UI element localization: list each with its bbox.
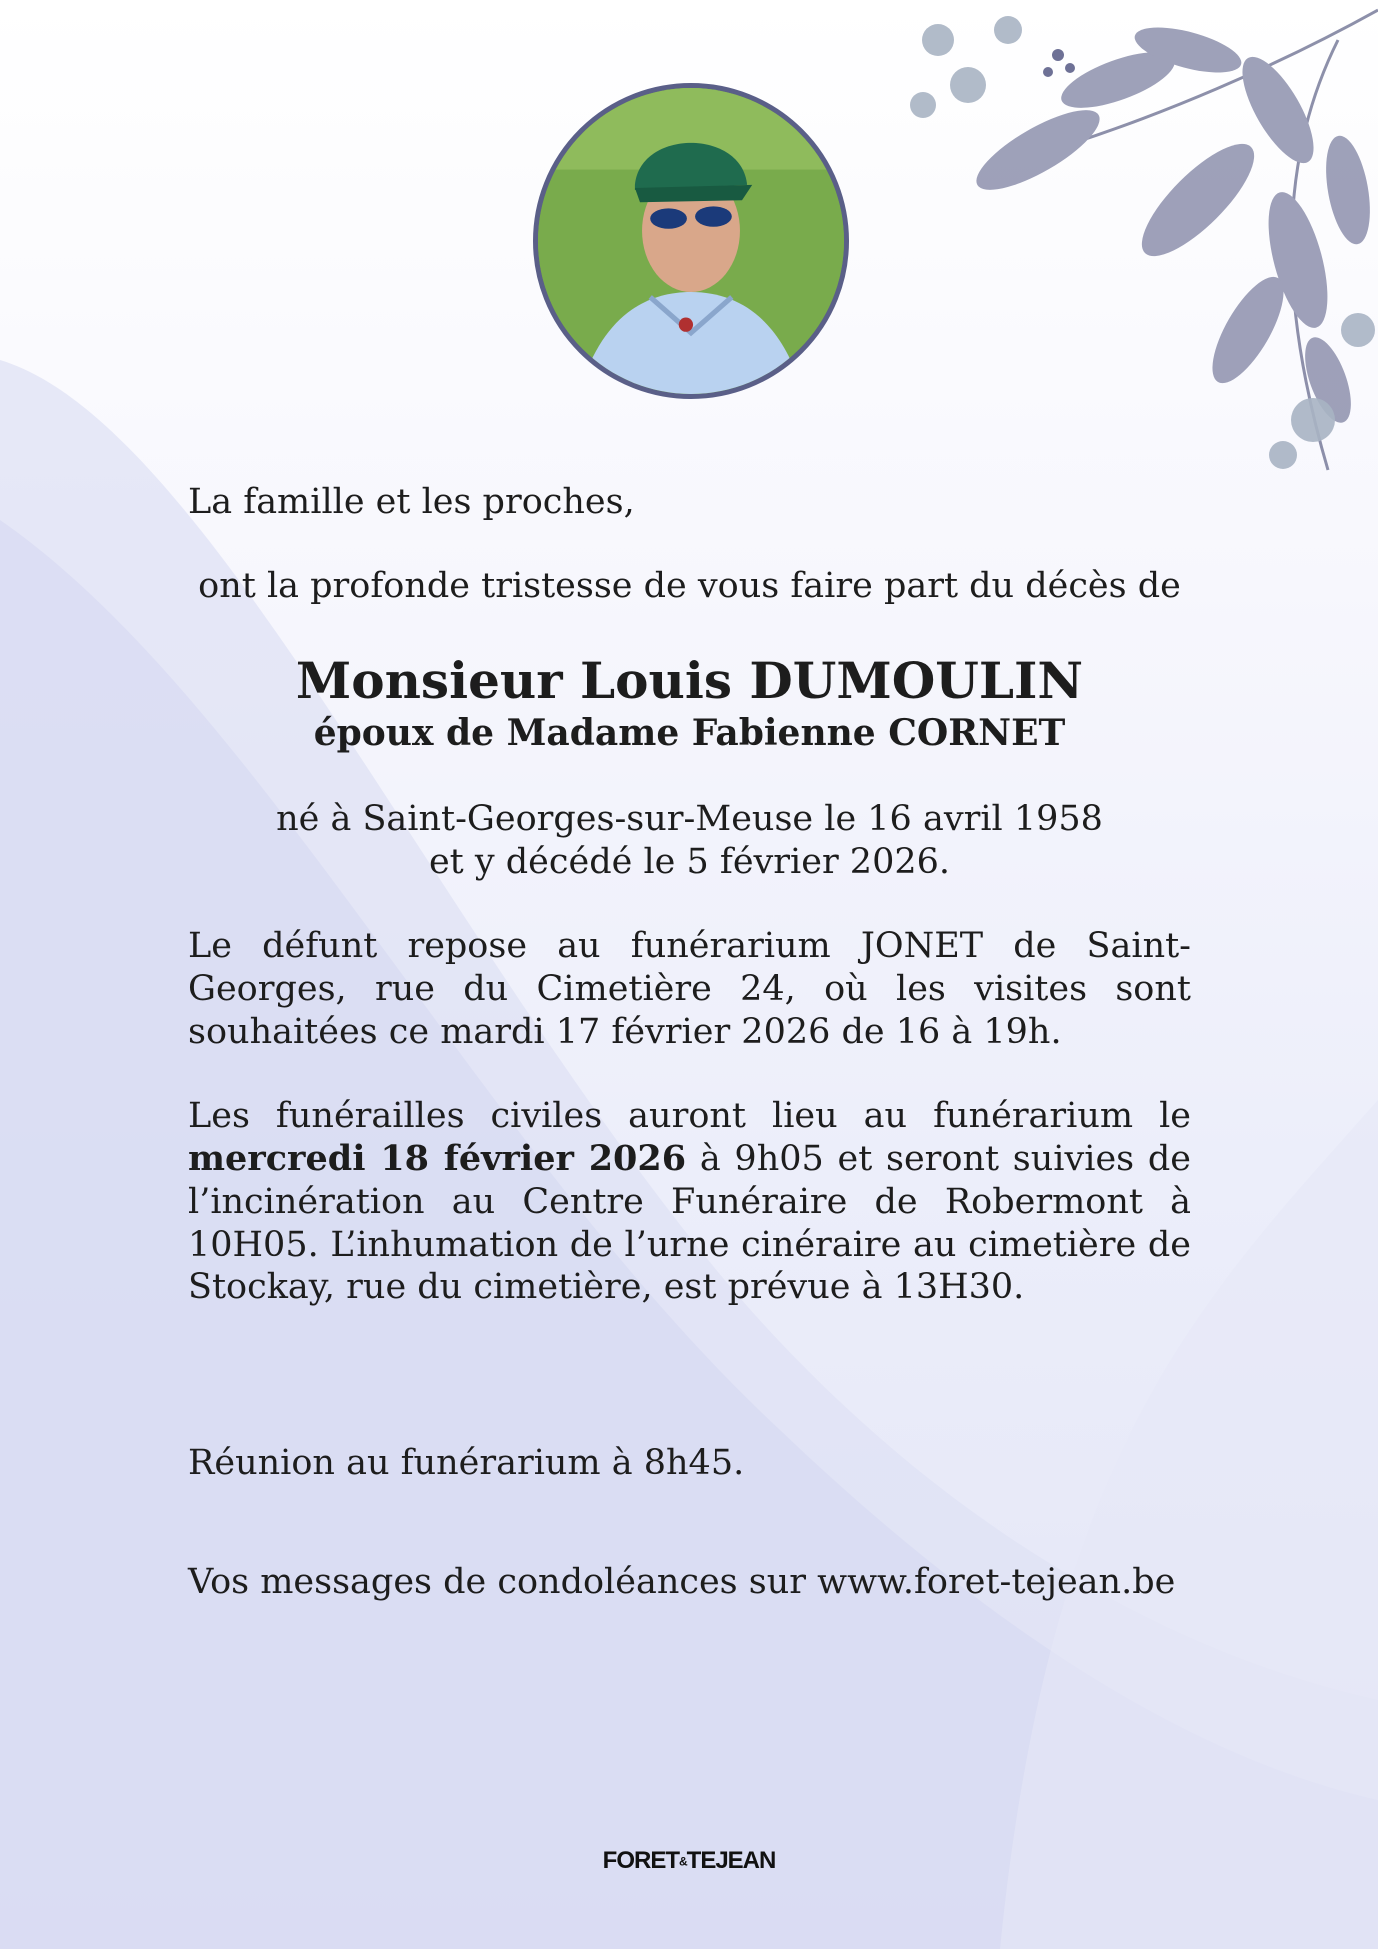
- logo-ampersand: &: [678, 1854, 687, 1869]
- repose-paragraph: Le défunt repose au funérarium JONET de Saint-Georges, rue du Cimetière 24, où les visites sont souhaitées ce mardi 17 février 2026 de 16 à 19h.: [188, 926, 1191, 1052]
- funeral-home-logo: [0, 1847, 1378, 1875]
- death-line: et y décédé le 5 février 2026.: [428, 841, 951, 882]
- life-dates: [188, 798, 1191, 883]
- eucalyptus-leaves-decoration: [858, 0, 1378, 480]
- logo-part2: TEJEAN: [686, 1847, 776, 1874]
- condolences-link[interactable]: Vos messages de condoléances sur www.foret-tejean.be: [188, 1562, 1176, 1603]
- deceased-name: Monsieur Louis DUMOULIN: [295, 651, 1084, 710]
- logo-part1: FORET: [602, 1847, 679, 1874]
- portrait-photo: [533, 83, 849, 399]
- funeral-paragraph: [188, 1095, 1191, 1308]
- funeral-details: à 9h05 et seront suivies de l’incinération au Centre Funéraire de Robermont à 10H05. L’inhumation de l’urne cinéraire au cimetière de Stockay, rue du cimetière, est prévue à 13H30.: [188, 1139, 1191, 1308]
- announcement: ont la profonde tristesse de vous faire part du décès de: [198, 565, 1181, 606]
- spouse-line: époux de Madame Fabienne CORNET: [313, 712, 1066, 754]
- birth-line: né à Saint-Georges-sur-Meuse le 16 avril 1958: [276, 799, 1103, 839]
- funeral-date: mercredi 18 février 2026: [188, 1138, 687, 1180]
- reunion-note: Réunion au funérarium à 8h45.: [188, 1442, 745, 1483]
- funeral-intro: Les funérailles civiles auront lieu au funérarium le: [188, 1096, 1191, 1137]
- greeting: La famille et les proches,: [188, 482, 635, 522]
